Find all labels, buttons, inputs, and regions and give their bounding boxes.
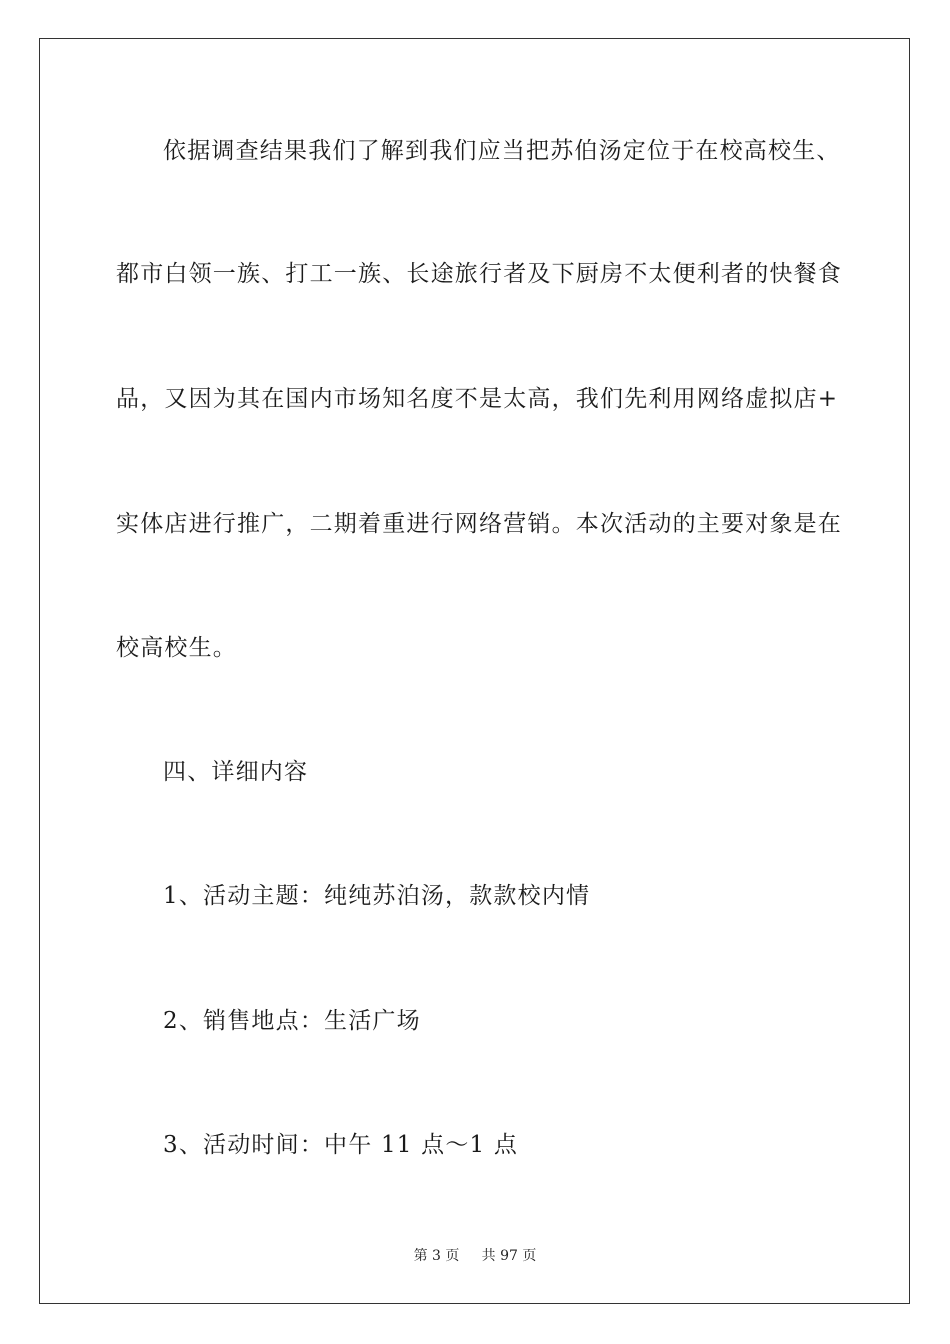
list-item-theme: 1、活动主题：纯纯苏泊汤，款款校内情 <box>163 883 591 909</box>
page-border <box>39 38 910 1304</box>
paragraph-line-5: 校高校生。 <box>116 635 237 661</box>
paragraph-line-4: 实体店进行推广，二期着重进行网络营销。本次活动的主要对象是在 <box>116 511 842 537</box>
page-number: 第 3 页 <box>413 1248 460 1264</box>
paragraph-line-1: 依据调查结果我们了解到我们应当把苏伯汤定位于在校高校生、 <box>163 138 841 164</box>
paragraph-line-2: 都市白领一族、打工一族、长途旅行者及下厨房不太便利者的快餐食 <box>116 261 842 287</box>
list-item-location: 2、销售地点：生活广场 <box>163 1008 421 1034</box>
section-heading: 四、详细内容 <box>163 759 309 785</box>
list-item-time: 3、活动时间：中午 11 点～1 点 <box>163 1132 519 1158</box>
paragraph-line-3: 品，又因为其在国内市场知名度不是太高，我们先利用网络虚拟店+ <box>116 386 839 412</box>
page-footer <box>0 1247 950 1265</box>
page-total: 共 97 页 <box>481 1248 537 1264</box>
